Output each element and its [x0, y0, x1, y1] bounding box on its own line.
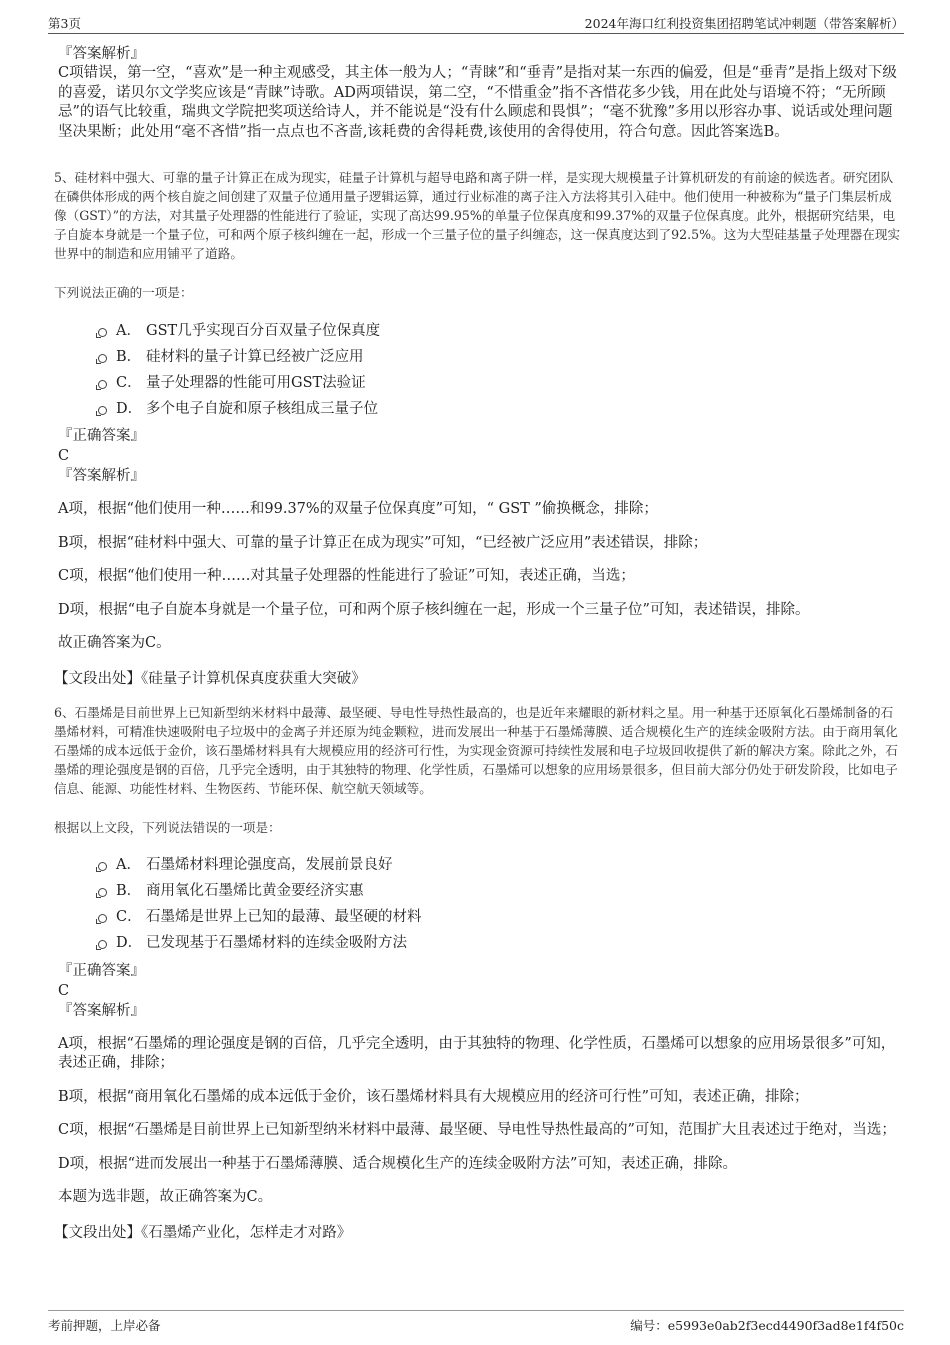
- radio-icon[interactable]: [98, 862, 107, 871]
- option-letter: D．: [116, 935, 143, 951]
- option-letter: C．: [116, 909, 142, 925]
- q5-source: 【文段出处】《硅量子计算机保真度获重大突破》: [54, 670, 366, 687]
- q6-option-b[interactable]: [98, 877, 904, 903]
- q6-passage: 6、石墨烯是目前世界上已知新型纳米材料中最薄、最坚硬、导电性导热性最高的，也是近年来耀眼的新材料之星。用一种基于还原氧化石墨烯制备的石墨烯材料，可精准快速吸附电子垃圾中的金离子并还原为纯金颗粒，进而发展出一种基于石墨烯薄膜、适合规模化生产的连续金吸附方法。由于商用氧化石墨烯的成本远低于金价，该石墨烯材料具有大规模应用的经济可行性，为实现金资源可持续性发展和电子垃圾回收提供了新的解决方案。除此之外，石墨烯的理论强度是钢的百倍，几乎完全透明，由于其独特的物理、化学性质，石墨烯可以想象的应用场景很多，但目前大部分仍处于研发阶段，比如电子信息、能源、功能性材料、生物医药、节能环保、航空航天领域等。: [54, 704, 898, 796]
- option-text: 硅材料的量子计算已经被广泛应用: [146, 348, 364, 365]
- q5-prompt: 下列说法正确的一项是：: [54, 285, 193, 300]
- q6-option-a[interactable]: [98, 851, 904, 877]
- q4-analysis-block: [54, 44, 904, 142]
- q6-options: [98, 851, 904, 955]
- option-letter: A．: [116, 322, 141, 339]
- radio-icon[interactable]: [98, 914, 107, 923]
- q6-analysis-b: B项，根据“商用氧化石墨烯的成本远低于金价，该石墨烯材料具有大规模应用的经济可行性”可知，表述正确，排除；: [58, 1088, 809, 1105]
- page-header: [48, 10, 904, 34]
- radio-icon[interactable]: [98, 380, 107, 389]
- page-content: [54, 44, 904, 1243]
- option-text: 商用氧化石墨烯比黄金要经济实惠: [146, 883, 364, 899]
- document-id: 编号：e5993e0ab2f3ecd4490f3ad8e1f4f50c: [630, 1318, 904, 1333]
- page-number: 第3页: [48, 16, 81, 31]
- q6-option-d[interactable]: [98, 929, 904, 955]
- q4-analysis-text: C项错误，第一空，“喜欢”是一种主观感受，其主体一般为人；“青睐”和“垂青”是指对某一东西的偏爱，但是“垂青”是指上级对下级的喜爱，诺贝尔文学奖应该是“青睐”诗歌。AD两项错误，第二空，“不惜重金”指不吝惜花多少钱，用在此处与语境不符；“无所顾忌”的语气比较重，瑞典文学院把奖项送给诗人，并不能说是“没有什么顾虑和畏惧”；“毫不犹豫”多用以形容办事、说话或处理问题坚决果断；此处用“毫不吝惜”指一点点也不吝啬,该耗费的舍得耗费,该使用的舍得使用，符合句意。因此答案选B。: [58, 65, 897, 140]
- option-text: GST几乎实现百分百双量子位保真度: [146, 322, 381, 339]
- radio-icon[interactable]: [98, 406, 107, 415]
- q5-conclusion: 故正确答案为C。: [58, 635, 171, 651]
- option-text: 多个电子自旋和原子核组成三量子位: [146, 400, 378, 417]
- q5-option-a[interactable]: [98, 316, 904, 342]
- q5-analysis-b: B项，根据“硅材料中强大、可靠的量子计算正在成为现实”可知，“已经被广泛应用”表述错误，排除；: [58, 534, 708, 551]
- q6-source: 【文段出处】《石墨烯产业化，怎样走才对路》: [54, 1224, 352, 1241]
- q6-correct-label: 『正确答案』: [58, 962, 145, 979]
- option-text: 量子处理器的性能可用GST法验证: [146, 374, 366, 391]
- q5-analysis-a: A项，根据“他们使用一种……和99.37%的双量子位保真度”可知，“ GST ”偷换概念，排除；: [58, 501, 658, 517]
- radio-icon[interactable]: [98, 888, 107, 897]
- question-5: [54, 168, 904, 689]
- q5-correct-answer: C: [58, 448, 70, 464]
- q5-option-d[interactable]: [98, 394, 904, 420]
- option-text: 已发现基于石墨烯材料的连续金吸附方法: [146, 935, 407, 951]
- option-letter: D．: [116, 400, 143, 417]
- q5-correct-label: 『正确答案』: [58, 428, 145, 444]
- q6-analysis-a: A项，根据“石墨烯的理论强度是钢的百倍，几乎完全透明，由于其独特的物理、化学性质，石墨烯可以想象的应用场景很多”可知，表述正确，排除；: [58, 1035, 896, 1071]
- footer-slogan: 考前押题，上岸必备: [48, 1318, 161, 1333]
- q5-option-c[interactable]: [98, 368, 904, 394]
- option-letter: A．: [116, 857, 141, 873]
- option-letter: C．: [116, 374, 142, 391]
- q6-analysis-c: C项，根据“石墨烯是目前世界上已知新型纳米材料中最薄、最坚硬、导电性导热性最高的”可知，范围扩大且表述过于绝对，当选；: [58, 1122, 896, 1138]
- option-letter: B．: [116, 883, 142, 899]
- q5-analysis-d: D项，根据“电子自旋本身就是一个量子位，可和两个原子核纠缠在一起，形成一个三量子位”可知，表述错误，排除。: [58, 601, 810, 618]
- q6-prompt: 根据以上文段，下列说法错误的一项是：: [54, 819, 281, 835]
- q6-conclusion: 本题为选非题，故正确答案为C。: [58, 1189, 273, 1205]
- radio-icon[interactable]: [98, 328, 107, 337]
- q4-analysis-label: 『答案解析』: [58, 46, 145, 62]
- q6-analysis-d: D项，根据“进而发展出一种基于石墨烯薄膜、适合规模化生产的连续金吸附方法”可知，表述正确，排除。: [58, 1155, 737, 1172]
- option-letter: B．: [116, 348, 142, 365]
- option-text: 石墨烯材料理论强度高，发展前景良好: [146, 857, 393, 873]
- q5-analysis-label: 『答案解析』: [58, 468, 145, 484]
- q5-option-b[interactable]: [98, 342, 904, 368]
- q6-option-c[interactable]: [98, 903, 904, 929]
- question-6: [54, 703, 904, 1243]
- q5-analysis-c: C项，根据“他们使用一种……对其量子处理器的性能进行了验证”可知，表述正确，当选；: [58, 568, 635, 584]
- radio-icon[interactable]: [98, 940, 107, 949]
- option-text: 石墨烯是世界上已知的最薄、最坚硬的材料: [146, 909, 422, 925]
- page-footer: [48, 1310, 904, 1340]
- document-title: 2024年海口红利投资集团招聘笔试冲刺题（带答案解析）: [584, 16, 904, 31]
- q5-passage: 5、硅材料中强大、可靠的量子计算正在成为现实，硅量子计算机与超导电路和离子阱一样，是实现大规模量子计算机研发的有前途的候选者。研究团队在磷供体形成的两个核自旋之间创建了双量子位通用量子逻辑运算，通过行业标准的离子注入方法将其引入硅中。他们使用一种被称为“量子门集层析成像（GST）”的方法，对其量子处理器的性能进行了验证，实现了高达99.95%的单量子位保真度和99.37%的双量子位保真度。此外，根据研究结果，电子自旋本身就是一个量子位，可和两个原子核纠缠在一起，形成一个三量子位的量子纠缠态，这一保真度达到了92.5%。这为大型硅基量子处理器在现实世界中的制造和应用铺平了道路。: [54, 170, 901, 261]
- q5-options: [98, 316, 904, 420]
- q6-correct-answer: C: [58, 982, 70, 999]
- q6-analysis-label: 『答案解析』: [58, 1002, 145, 1019]
- radio-icon[interactable]: [98, 354, 107, 363]
